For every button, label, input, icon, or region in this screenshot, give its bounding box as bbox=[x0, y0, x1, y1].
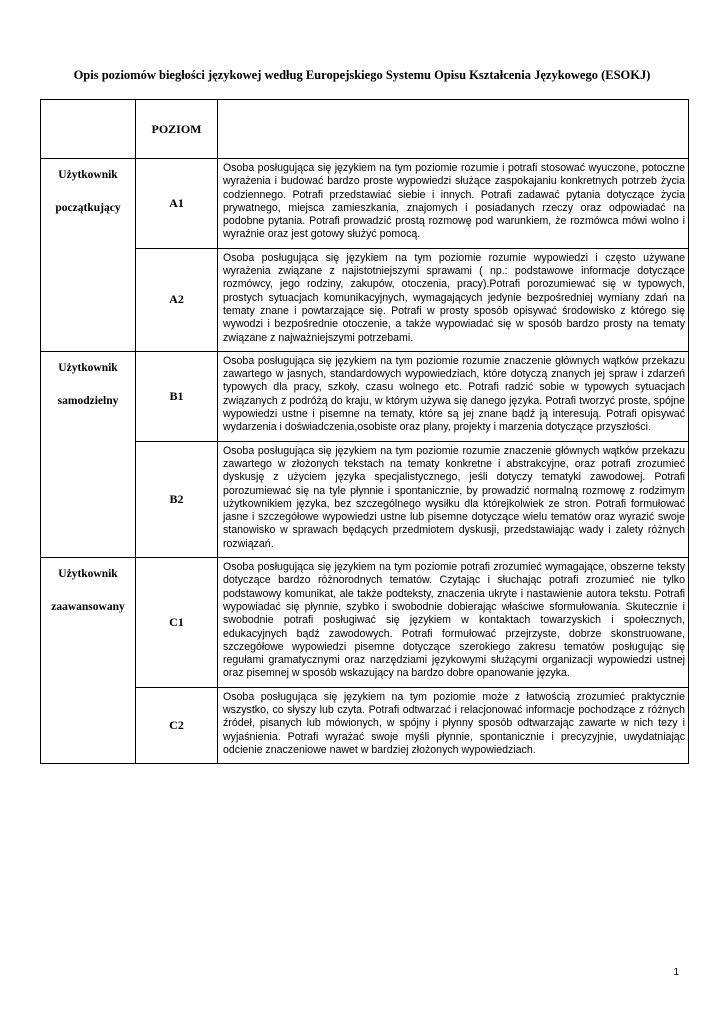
header-empty-cell bbox=[41, 100, 136, 159]
level-description: Osoba posługująca się językiem na tym poziomie rozumie znaczenie głównych wątków przekazu zawartego w jasnych, standardowych wypowiedziach, które dotyczą znanych jej spraw i zdarzeń typowych dla pracy, szkoły, czasu wolnego etc. Potrafi radzić sobie w typowych sytuacjach związanych z podróżą do kraju, w którym używa się danego języka. Potrafi tworzyć proste, spójne wypowiedzi ustne i pisemne na tematy, które są jej znane bądź ją interesują. Potrafi opisywać wydarzenia i doświadczenia,osobiste oraz plany, projekty i marzenia dotyczące przyszłości. bbox=[218, 351, 689, 441]
table-row bbox=[41, 558, 689, 688]
level-description: Osoba posługująca się językiem na tym poziomie może z łatwością zrozumieć praktycznie wszystko, co słyszy lub czyta. Potrafi odtwarzać i relacjonować informacje pochodzące z różnych źródeł, pisanych lub mówionych, w spójny i płynny sposób odtwarzając zawarte w nich tezy i wyjaśnienia. Potrafi wyrażać swoje myśli płynnie, spontanicznie i precyzyjnie, uwydatniając odcienie znaczeniowe nawet w bardziej złożonych wypowiedziach. bbox=[218, 687, 689, 763]
level-code: B1 bbox=[136, 351, 218, 441]
user-group-label: Użytkownik bbox=[58, 361, 118, 374]
user-group-cell bbox=[41, 159, 136, 352]
document-title: Opis poziomów biegłości językowej według Europejskiego Systemu Opisu Kształcenia Językowego (ESOKJ) bbox=[73, 68, 651, 82]
level-code: A1 bbox=[136, 159, 218, 249]
user-group-cell bbox=[41, 351, 136, 557]
level-code: C2 bbox=[136, 687, 218, 763]
level-description: Osoba posługująca się językiem na tym poziomie rozumie wypowiedzi i często używane wyrażenia związane z najistotniejszymi sprawami ( np.: podstawowe informacje dotyczące rozmówcy, jego rodziny, zakupów, otoczenia, pracy).Potrafi porozumiewać się w typowych, prostych sytuacjach komunikacyjnych, wymagających jedynie bezpośredniej wymiany zdań na tematy znane i powtarzające się. Potrafi w prosty sposób opisywać środowisko z którego się wywodzi i bezpośrednie otoczenie, a także wypowiadać się w sposób bardzo prosty na tematy związane z najważniejszymi potrzebami. bbox=[218, 248, 689, 351]
header-description-cell bbox=[218, 100, 689, 159]
user-group-label: Użytkownik bbox=[58, 568, 118, 581]
user-group-sublabel: początkujący bbox=[55, 202, 121, 214]
level-code: C1 bbox=[136, 558, 218, 688]
level-description: Osoba posługująca się językiem na tym poziomie potrafi zrozumieć wymagające, obszerne teksty dotyczące bardzo różnorodnych tematów. Czytając i słuchając potrafi zrozumieć nie tylko podstawowy komunikat, ale także podteksty, znaczenia ukryte i nastawienie autora tekstu. Potrafi wypowiadać się płynnie, szybko i swobodnie dobierając właściwe sformułowania. Skutecznie i swobodnie potrafi posługiwać się językiem w kontaktach towarzyskich i społecznych, edukacyjnych bądź zawodowych. Potrafi formułować przejrzyste, dobrze skonstruowane, szczegółowe wypowiedzi pisemne dotyczące szerokiego zakresu tematów posługując się regułami gramatycznymi oraz narzędziami językowymi służącymi organizacji wypowiedzi ustnej oraz pisemnej w sposób wskazujący na bardzo dobre opanowanie języka. bbox=[218, 558, 689, 688]
header-poziom-cell: POZIOM bbox=[136, 100, 218, 159]
user-group-sublabel: samodzielny bbox=[57, 394, 119, 407]
user-group-cell bbox=[41, 558, 136, 764]
table-row bbox=[41, 351, 689, 441]
level-code: B2 bbox=[136, 441, 218, 557]
proficiency-table bbox=[40, 99, 689, 764]
table-row bbox=[41, 441, 689, 557]
page-number: 1 bbox=[673, 967, 679, 978]
table-row bbox=[41, 159, 689, 249]
table-row bbox=[41, 248, 689, 351]
table-header-row bbox=[41, 100, 689, 159]
level-description: Osoba posługująca się językiem na tym poziomie rozumie i potrafi stosować wyuczone, potoczne wyrażenia i budować bardzo proste wypowiedzi służące zaspokajaniu konkretnych potrzeb życia codziennego. Potrafi przedstawiać siebie i innych. Potrafi zadawać pytania dotyczące życia prywatnego, miejsca zamieszkania, znajomych i posiadanych rzeczy oraz odpowiadać na podobne pytania. Potrafi prowadzić prostą rozmowę pod warunkiem, że rozmówca mówi wolno i wyraźnie oraz jest gotowy służyć pomocą. bbox=[218, 159, 689, 249]
table-row bbox=[41, 687, 689, 763]
level-description: Osoba posługująca się językiem na tym poziomie rozumie znaczenie głównych wątków przekazu zawartego w złożonych tekstach na tematy konkretne i abstrakcyjne, oraz potrafi zrozumieć dyskusję z użyciem języka specjalistycznego, jeśli dotyczy tematyki zawodowej. Potrafi porozumiewać się na tyle płynnie i spontanicznie, by prowadzić normalną rozmowę z rodzimym użytkownikiem języka, bez szczególnego wysiłku dla którejkolwiek ze stron. Potrafi formułować jasne i szczegółowe wypowiedzi ustne lub pisemne dotyczące wielu tematów oraz wyrazić swoje stanowisko w sprawach będących przedmiotem dyskusji, przedstawiając wady i zalety różnych rozwiązań. bbox=[218, 441, 689, 557]
level-code: A2 bbox=[136, 248, 218, 351]
user-group-sublabel: zaawansowany bbox=[51, 601, 125, 614]
user-group-label: Użytkownik bbox=[58, 169, 118, 181]
